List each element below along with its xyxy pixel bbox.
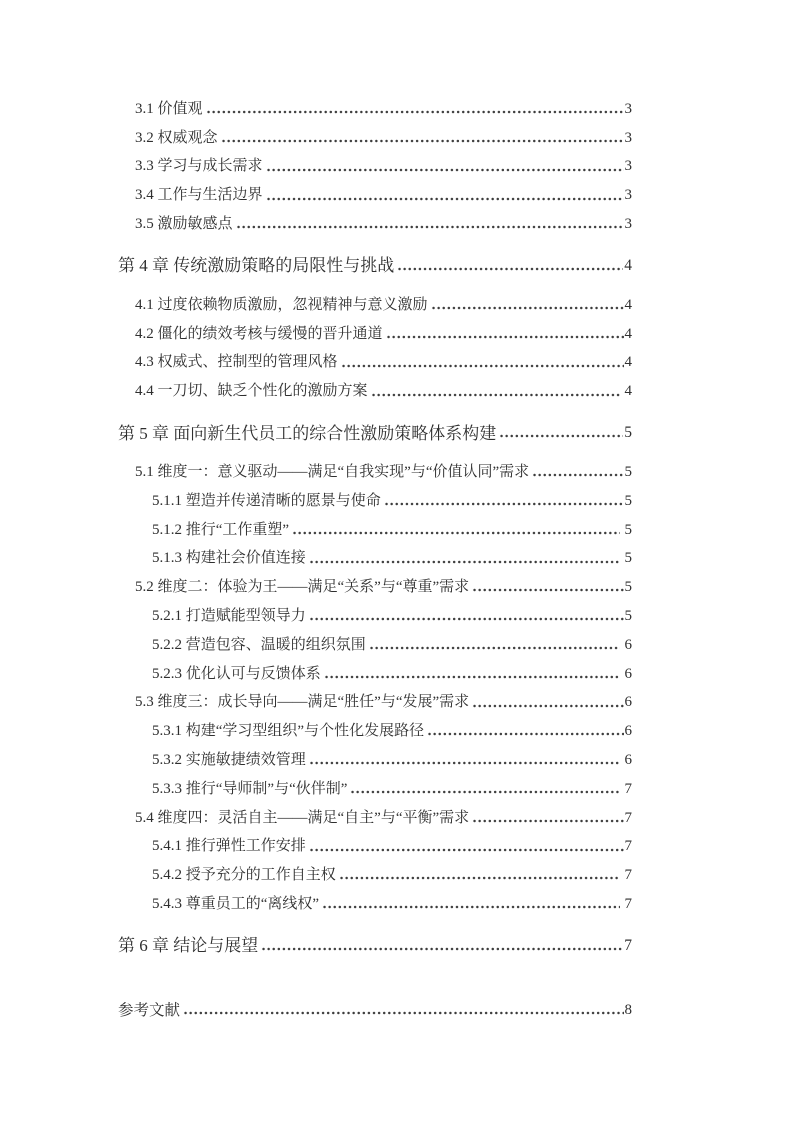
dot-leader bbox=[339, 861, 620, 890]
toc-entry-subsection[interactable] bbox=[118, 660, 632, 689]
toc-entry-page-number: 4 bbox=[624, 325, 632, 342]
toc-entry-page-number: 5 bbox=[624, 424, 632, 442]
toc-entry-subsection[interactable] bbox=[118, 516, 632, 545]
toc-entry-page-number: 5 bbox=[624, 492, 632, 509]
dot-leader bbox=[309, 602, 624, 631]
toc-entry-label: 5.4.1 推行弹性工作安排 bbox=[152, 838, 306, 855]
toc-entry-subsection[interactable] bbox=[118, 861, 632, 890]
toc-entry-section[interactable] bbox=[118, 573, 632, 602]
toc-entry-label: 4.4 一刀切、缺乏个性化的激励方案 bbox=[135, 383, 368, 400]
toc-entry-subsection[interactable] bbox=[118, 545, 632, 574]
toc-entry-page-number: 3 bbox=[624, 158, 632, 175]
dot-leader bbox=[350, 775, 619, 804]
toc-entry-label: 5.1.1 塑造并传递清晰的愿景与使命 bbox=[152, 492, 381, 509]
toc-entry-page-number: 5 bbox=[624, 608, 632, 625]
toc-entry-label: 参考文献 bbox=[118, 1001, 181, 1019]
toc-entry-section[interactable] bbox=[118, 377, 632, 406]
dot-leader bbox=[309, 545, 620, 574]
toc-entry-page-number: 7 bbox=[620, 896, 632, 913]
toc-entry-page-number: 3 bbox=[624, 100, 632, 117]
toc-entry-subsection[interactable] bbox=[118, 487, 632, 516]
toc-entry-page-number: 6 bbox=[620, 752, 632, 769]
toc-entry-chapter[interactable] bbox=[118, 931, 632, 961]
toc-entry-section[interactable] bbox=[118, 320, 632, 349]
toc-entry-subsection[interactable] bbox=[118, 890, 632, 919]
toc-entry-subsection[interactable] bbox=[118, 602, 632, 631]
toc-entry-section[interactable] bbox=[118, 181, 632, 210]
dot-leader bbox=[472, 573, 623, 602]
toc-entry-page-number: 7 bbox=[624, 937, 632, 955]
toc-entry-page-number: 3 bbox=[624, 129, 632, 146]
toc-entry-label: 4.2 僵化的绩效考核与缓慢的晋升通道 bbox=[135, 325, 383, 342]
toc-entry-label: 5.2 维度二：体验为王——满足“关系”与“尊重”需求 bbox=[135, 579, 470, 596]
dot-leader bbox=[266, 153, 624, 182]
toc-entry-subsection[interactable] bbox=[118, 746, 632, 775]
dot-leader bbox=[322, 890, 620, 919]
toc-entry-chapter[interactable] bbox=[118, 418, 632, 448]
toc-entry-section[interactable] bbox=[118, 124, 632, 153]
toc-entry-page-number: 7 bbox=[624, 838, 632, 855]
dot-leader bbox=[472, 804, 623, 833]
dot-leader bbox=[183, 996, 623, 1025]
toc-entry-page-number: 5 bbox=[620, 550, 632, 567]
toc-entry-label: 3.4 工作与生活边界 bbox=[135, 187, 263, 204]
dot-leader bbox=[292, 516, 620, 545]
toc-entry-label: 5.3.2 实施敏捷绩效管理 bbox=[152, 752, 306, 769]
dot-leader bbox=[266, 181, 624, 210]
toc-entry-label: 5.4.3 尊重员工的“离线权” bbox=[152, 896, 320, 913]
dot-leader bbox=[472, 689, 623, 718]
toc-entry-page-number: 4 bbox=[620, 383, 632, 400]
toc-entry-label: 5.1.3 构建社会价值连接 bbox=[152, 550, 306, 567]
toc-entry-label: 5.3.1 构建“学习型组织”与个性化发展路径 bbox=[152, 723, 425, 740]
toc-entry-label: 5.4.2 授予充分的工作自主权 bbox=[152, 867, 336, 884]
toc-entry-label: 5.2.3 优化认可与反馈体系 bbox=[152, 665, 321, 682]
dot-leader bbox=[206, 95, 624, 124]
toc-entry-page-number: 3 bbox=[624, 216, 632, 233]
toc-entry-page-number: 7 bbox=[620, 867, 632, 884]
toc-entry-label: 3.3 学习与成长需求 bbox=[135, 158, 263, 175]
toc-entry-label: 3.2 权威观念 bbox=[135, 129, 218, 146]
toc-entry-subsection[interactable] bbox=[118, 833, 632, 862]
toc-entry-page-number: 7 bbox=[624, 809, 632, 826]
toc-entry-section[interactable] bbox=[118, 291, 632, 320]
dot-leader bbox=[324, 660, 620, 689]
toc-entry-section[interactable] bbox=[118, 689, 632, 718]
toc-entry-page-number: 6 bbox=[624, 723, 632, 740]
dot-leader bbox=[371, 377, 620, 406]
dot-leader bbox=[431, 291, 624, 320]
toc-entry-label: 第 5 章 面向新生代员工的综合性激励策略体系构建 bbox=[118, 423, 497, 443]
toc-entry-section[interactable] bbox=[118, 458, 632, 487]
toc-entry-page-number: 5 bbox=[624, 579, 632, 596]
toc-entry-label: 第 6 章 结论与展望 bbox=[118, 936, 259, 956]
toc-entry-section[interactable] bbox=[118, 804, 632, 833]
dot-leader bbox=[384, 487, 624, 516]
toc-entry-page-number: 6 bbox=[620, 636, 632, 653]
toc-entry-references[interactable] bbox=[118, 996, 632, 1025]
toc-entry-section[interactable] bbox=[118, 210, 632, 239]
toc-entry-label: 5.4 维度四：灵活自主——满足“自主”与“平衡”需求 bbox=[135, 809, 470, 826]
toc-entry-label: 5.3.3 推行“导师制”与“伙伴制” bbox=[152, 780, 348, 797]
dot-leader bbox=[386, 320, 624, 349]
toc-entry-page-number: 5 bbox=[620, 521, 632, 538]
dot-leader bbox=[369, 631, 620, 660]
toc-entry-label: 5.3 维度三：成长导向——满足“胜任”与“发展”需求 bbox=[135, 694, 470, 711]
dot-leader bbox=[532, 458, 623, 487]
toc-entry-page-number: 6 bbox=[624, 694, 632, 711]
toc-entry-label: 4.3 权威式、控制型的管理风格 bbox=[135, 354, 338, 371]
dot-leader bbox=[341, 349, 624, 378]
dot-leader bbox=[309, 746, 620, 775]
toc-entry-subsection[interactable] bbox=[118, 775, 632, 804]
dot-leader bbox=[499, 418, 623, 448]
toc-entry-label: 3.5 激励敏感点 bbox=[135, 216, 233, 233]
toc-entry-subsection[interactable] bbox=[118, 631, 632, 660]
dot-leader bbox=[221, 124, 624, 153]
dot-leader bbox=[261, 931, 623, 961]
toc-entry-label: 5.1.2 推行“工作重塑” bbox=[152, 521, 290, 538]
toc-entry-page-number: 7 bbox=[620, 780, 632, 797]
toc-entry-section[interactable] bbox=[118, 349, 632, 378]
toc-entry-label: 第 4 章 传统激励策略的局限性与挑战 bbox=[118, 256, 395, 276]
toc-entry-page-number: 6 bbox=[620, 665, 632, 682]
toc-entry-label: 4.1 过度依赖物质激励，忽视精神与意义激励 bbox=[135, 296, 428, 313]
dot-leader bbox=[309, 833, 624, 862]
dot-leader bbox=[427, 717, 623, 746]
toc-entry-subsection[interactable] bbox=[118, 717, 632, 746]
toc-entry-chapter[interactable] bbox=[118, 251, 632, 281]
toc-entry-page-number: 4 bbox=[624, 354, 632, 371]
dot-leader bbox=[236, 210, 624, 239]
toc-entry-label: 5.1 维度一：意义驱动——满足“自我实现”与“价值认同”需求 bbox=[135, 464, 530, 481]
toc-entry-section[interactable] bbox=[118, 95, 632, 124]
toc-entry-page-number: 4 bbox=[624, 257, 632, 275]
toc-entry-page-number: 5 bbox=[624, 464, 632, 481]
toc-entry-page-number: 4 bbox=[624, 296, 632, 313]
toc-entry-section[interactable] bbox=[118, 153, 632, 182]
toc-entry-label: 5.2.1 打造赋能型领导力 bbox=[152, 608, 306, 625]
dot-leader bbox=[397, 251, 623, 281]
toc-entry-label: 3.1 价值观 bbox=[135, 100, 203, 117]
toc-entry-page-number: 3 bbox=[624, 187, 632, 204]
toc-entry-page-number: 8 bbox=[624, 1001, 632, 1018]
toc-entry-label: 5.2.2 营造包容、温暖的组织氛围 bbox=[152, 636, 366, 653]
